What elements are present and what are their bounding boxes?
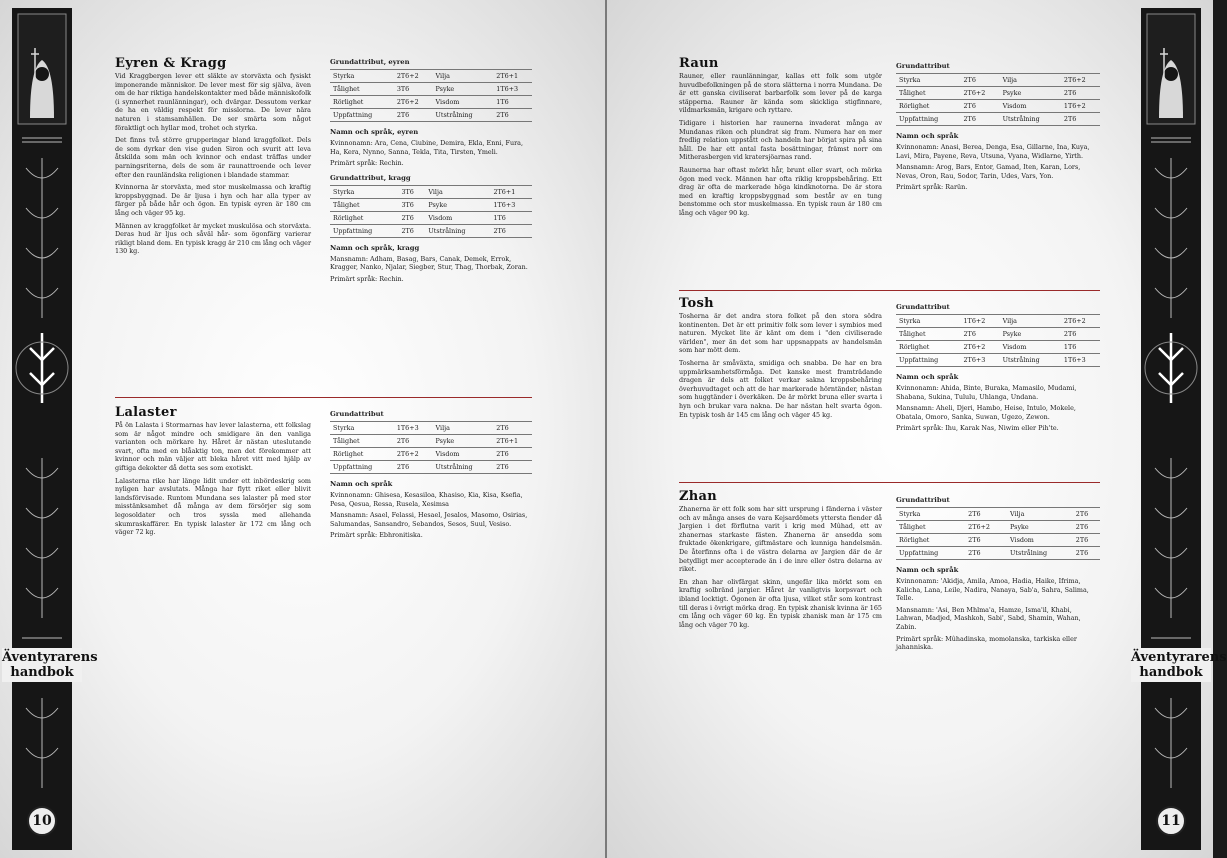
table-cell: 2T6+2 <box>1061 315 1100 328</box>
table-cell: Visdom <box>1000 341 1061 354</box>
table-cell: Psyke <box>433 435 494 448</box>
table-cell: 1T6 <box>1061 341 1100 354</box>
table-cell: 2T6 <box>960 328 999 341</box>
paragraph: En zhan har olivfärgat skinn, ungefär lika mörkt som en kraftig solbränd jargier. Håret är vanligtvis korpsvart och ibland locktigt. Ögonen är ofta ljusa, vilket står som kontrast till deras i övrigt mörka drag. En typisk zhanisk kvinna är 165 cm lång och väger 60 kg. En typisk zhanisk man är 175 cm lång och väger 70 kg. <box>679 577 882 629</box>
table-cell: Vilja <box>1000 74 1061 87</box>
table-cell: Vilja <box>1007 508 1073 521</box>
names-heading: Namn och språk <box>896 373 959 381</box>
section-title: Zhan <box>679 489 718 504</box>
paragraph: Det finns två större grupperingar bland kraggfolket. Dels de som dyrkar den vise guden Siron och svurit att leva åtskilda som män och kvinnor och endast träffas under parningsriterna, dels de som är raunattroende och lever efter den raunländska religionen i blandade stammar. <box>115 136 311 179</box>
attributes-table <box>896 73 1100 126</box>
attributes-table <box>330 69 532 122</box>
names-text: Mansnamn: Arog, Bars, Entor, Gamad, Iten, Karan, Lors, Nevas, Oron, Rau, Sodor, Tarin, Udes, Vars, Yon. <box>896 163 1081 180</box>
table-cell: 2T6 <box>493 448 532 461</box>
language-text: Primärt språk: Rechin. <box>330 159 404 168</box>
table-cell: Utstrålning <box>433 109 494 122</box>
attributes-heading: Grundattribut, kragg <box>330 173 411 182</box>
language-text: Primärt språk: Rarün. <box>896 183 968 192</box>
table-row <box>330 96 532 109</box>
table-row <box>330 83 532 96</box>
attributes-heading: Grundattribut <box>896 62 950 70</box>
names-heading: Namn och språk <box>896 566 959 574</box>
table-row <box>896 508 1100 521</box>
table-row <box>896 100 1100 113</box>
table-cell: Vilja <box>425 185 490 198</box>
table-row <box>330 70 532 83</box>
table-row <box>330 224 532 237</box>
names-text: Mansnamn: 'Asi, Ben Mhlma'a, Hamze, Isma'il, Khabi, Lahwan, Madjed, Mashkoh, Sabi', Sabd, Shamin, Wahan, Zabin. <box>896 605 1081 631</box>
table-cell: 1T6 <box>493 96 532 109</box>
table-cell: 3T6 <box>398 198 425 211</box>
table-cell: Uppfattning <box>896 113 960 126</box>
table-cell: 2T6 <box>1073 508 1100 521</box>
eyren-kragg-stats <box>330 58 532 287</box>
table-row <box>896 547 1100 560</box>
table-cell: 2T6+2 <box>1061 74 1100 87</box>
table-cell: 2T6 <box>493 109 532 122</box>
table-cell: Tålighet <box>896 521 965 534</box>
table-cell: Utstrålning <box>1000 113 1061 126</box>
language-text: Primärt språk: Rechin. <box>330 274 404 283</box>
table-cell: Tålighet <box>330 435 394 448</box>
section-title: Tosh <box>679 296 714 311</box>
table-cell: 2T6 <box>965 508 1007 521</box>
table-cell: Visdom <box>1000 100 1061 113</box>
names-heading: Namn och språk <box>896 132 959 140</box>
table-cell: 2T6 <box>960 74 999 87</box>
table-row <box>896 113 1100 126</box>
table-cell: Styrka <box>330 185 398 198</box>
table-cell: Psyke <box>1000 328 1061 341</box>
section-title: Eyren & Kragg <box>115 56 227 71</box>
table-cell: Styrka <box>896 508 965 521</box>
table-cell: 2T6 <box>960 113 999 126</box>
table-cell: 3T6 <box>398 185 425 198</box>
table-cell: 2T6+2 <box>960 341 999 354</box>
names-text: Mansnamn: Asael, Felassi, Hesael, Jesalos, Masomo, Osirias, Salumandas, Sansandro, Sebandos, Sesos, Suul, Vesiso. <box>330 511 528 528</box>
table-cell: 2T6 <box>398 224 425 237</box>
paragraph: Rauner, eller raunlänningar, kallas ett folk som utgör huvudbefolkningen på de stora slätterna i norra Mundana. De är ett ganska civiliserat barbarfolk som lever på de karga stäpperna. Rauner är kända som skickliga stigfinnare, vildmarksmän, krigare och ryttare. <box>679 72 882 115</box>
table-cell: Uppfattning <box>330 109 394 122</box>
tosh-stats <box>896 303 1100 436</box>
section-divider <box>679 290 1100 291</box>
left-decorative-pillar <box>6 8 78 850</box>
table-row <box>896 534 1100 547</box>
table-cell: Visdom <box>433 448 494 461</box>
table-cell: Tålighet <box>330 83 394 96</box>
table-row <box>896 87 1100 100</box>
table-cell: 2T6 <box>1073 547 1100 560</box>
names-heading: Namn och språk, kragg <box>330 243 420 252</box>
raun-stats <box>896 62 1100 195</box>
table-cell: 2T6 <box>1061 113 1100 126</box>
table-row <box>896 328 1100 341</box>
table-row <box>896 341 1100 354</box>
table-cell: 2T6 <box>398 211 425 224</box>
table-cell: 2T6+2 <box>394 70 433 83</box>
paragraph: Vid Kraggbergen lever ett släkte av storväxta och fysiskt imponerande människor. De lever mest för sig själva, även om de har riktiga handelskontakter med både människofolk (i synnerhet raunlänningar), och dvärgar. Dessutom verkar de ha en väldig respekt för misslorna. De lever nära naturen i stamsamhällen. De ser smärta som något föraktligt och hyllar mod, trohet och styrka. <box>115 72 311 132</box>
pillar-ornament-icon <box>6 8 78 850</box>
raun-section <box>679 56 882 222</box>
paragraph: Kvinnorna är storväxta, med stor muskelmassa och kraftig kroppsbyggnad. De är ljusa i hyn och har alla typer av färger på både hår och ögon. En typisk eyren är 180 cm lång och väger 95 kg. <box>115 183 311 217</box>
table-cell: Vilja <box>1000 315 1061 328</box>
table-cell: 2T6 <box>394 435 433 448</box>
table-row <box>330 109 532 122</box>
table-cell: 1T6+3 <box>493 83 532 96</box>
table-cell: 2T6+2 <box>394 96 433 109</box>
language-text: Primärt språk: Ihu, Karak Nas, Niwim eller Pih'te. <box>896 424 1059 433</box>
table-row <box>896 74 1100 87</box>
side-title: Äventyrarens handbok <box>1131 650 1227 680</box>
table-row <box>330 448 532 461</box>
table-cell: Visdom <box>433 96 494 109</box>
names-heading: Namn och språk <box>330 480 393 488</box>
table-cell: 1T6+3 <box>490 198 532 211</box>
table-cell: 3T6 <box>394 83 433 96</box>
table-cell: 1T6+3 <box>394 422 433 435</box>
table-cell: Rörlighet <box>896 534 965 547</box>
table-row <box>896 354 1100 367</box>
section-title: Raun <box>679 56 719 71</box>
left-page <box>0 0 606 858</box>
table-cell: 2T6 <box>965 547 1007 560</box>
table-cell: Vilja <box>433 70 494 83</box>
table-cell: Utstrålning <box>425 224 490 237</box>
paragraph: Männen av kraggfolket är mycket muskulösa och storväxta. Deras hud är ljus och såväl hår- som ögonfärg varierar rikligt bland dem. En typisk kragg är 210 cm lång och väger 130 kg. <box>115 221 311 256</box>
table-cell: Uppfattning <box>896 547 965 560</box>
lalaster-section <box>115 405 311 541</box>
table-cell: Vilja <box>433 422 494 435</box>
section-divider <box>115 397 532 398</box>
table-cell: 2T6 <box>490 224 532 237</box>
table-cell: 2T6 <box>1073 534 1100 547</box>
table-cell: Tålighet <box>330 198 398 211</box>
table-row <box>330 422 532 435</box>
table-cell: Psyke <box>1000 87 1061 100</box>
table-cell: 1T6 <box>490 211 532 224</box>
table-cell: 2T6+2 <box>960 87 999 100</box>
names-text: Mansnamn: Adham, Basag, Bars, Canak, Demek, Errok, Kragger, Nanko, Njalar, Siegber, Stur, Thag, Thorbak, Zoran. <box>330 254 528 272</box>
table-cell: 2T6 <box>1061 328 1100 341</box>
table-row <box>330 185 532 198</box>
table-cell: Visdom <box>1007 534 1073 547</box>
table-cell: Styrka <box>896 74 960 87</box>
zhan-section <box>679 489 882 633</box>
table-cell: Utstrålning <box>433 461 494 474</box>
table-cell: 2T6+3 <box>960 354 999 367</box>
table-cell: 2T6 <box>1061 87 1100 100</box>
pillar-ornament-icon <box>1135 8 1207 850</box>
table-cell: Styrka <box>896 315 960 328</box>
table-row <box>896 315 1100 328</box>
table-cell: Utstrålning <box>1000 354 1061 367</box>
table-cell: 2T6+1 <box>493 70 532 83</box>
paragraph: På ön Lalasta i Stormarnas hav lever lalasterna, ett folkslag som är något mindre och smidigare än den vanliga varianten och mörkare hy. Håret är nästan uteslutande svart, ofta med en blåaktig ton, men det förekommer att kvinnor och män väljer att bleka håret vitt med hjälp av giftiga dekokter då detta ses som exotiskt. <box>115 421 311 472</box>
attributes-heading: Grundattribut <box>896 496 950 504</box>
attributes-table <box>330 421 532 474</box>
paragraph: Tosherna är det andra stora folket på den stora södra kontinenten. Det är ett primitiv folk som lever i symbios med naturen. Mycket lite är känt om dem i "den civiliserade världen", mer än det som har uppsnappats av handelsmän som har mött dem. <box>679 312 882 355</box>
attributes-table <box>330 185 532 238</box>
attributes-table <box>896 507 1100 560</box>
table-cell: Uppfattning <box>896 354 960 367</box>
table-cell: 1T6+3 <box>1061 354 1100 367</box>
lalaster-stats <box>330 410 532 543</box>
names-text: Kvinnonamn: Anasi, Berea, Denga, Esa, Gillarne, Ina, Kuya, Lavi, Mira, Payene, Reva, Utsuna, Vyana, Widlarne, Yirth. <box>896 143 1090 160</box>
table-cell: Utstrålning <box>1007 547 1073 560</box>
language-text: Primärt språk: Ebhronitiska. <box>330 531 423 540</box>
table-cell: Styrka <box>330 70 394 83</box>
table-cell: 2T6+1 <box>490 185 532 198</box>
paragraph: Lalasterna rike har länge lidit under ett inbördeskrig som nyligen har avslutats. Många har flytt riket eller blivit landsförvisade. Runtom Mundana ses lalaster på med stor misstänksamhet då många av dem försörjer sig som legosoldater och tros syssla med allehanda skumraskaffärer. En typisk lalaster är 172 cm lång och väger 72 kg. <box>115 476 311 537</box>
names-text: Mansnamn: Aheli, Djeri, Hambo, Heise, Intulo, Mokele, Obatala, Omoro, Sanka, Suwan, Ugezo, Zewon. <box>896 404 1076 421</box>
names-heading: Namn och språk, eyren <box>330 128 419 136</box>
table-row <box>330 198 532 211</box>
table-cell: 2T6 <box>493 422 532 435</box>
table-cell: Psyke <box>1007 521 1073 534</box>
language-text: Primärt språk: Mûhadinska, momolanska, tarkiska eller jahanniska. <box>896 634 1077 652</box>
section-title: Lalaster <box>115 405 177 420</box>
table-row <box>330 435 532 448</box>
table-row <box>330 461 532 474</box>
attributes-heading: Grundattribut, eyren <box>330 58 410 66</box>
names-text: Kvinnonamn: 'Akidja, Amila, Amoa, Hadia, Haike, Ifrima, Kalicha, Lana, Leile, Nadira, Nanaya, Sab'a, Sahra, Salima, Telle. <box>896 577 1089 603</box>
names-text: Kvinnonamn: Ghisesa, Kesasiloa, Khasiso, Kia, Kisa, Ksefia, Pesa, Qesua, Ressa, Rusela, Xesimsa <box>330 491 523 508</box>
zhan-stats <box>896 496 1100 655</box>
table-cell: 2T6 <box>493 461 532 474</box>
table-cell: 2T6+2 <box>965 521 1007 534</box>
table-row <box>330 211 532 224</box>
tosh-section <box>679 296 882 423</box>
table-cell: Rörlighet <box>896 100 960 113</box>
side-title: Äventyrarens handbok <box>2 650 98 680</box>
eyren-kragg-section <box>115 56 311 260</box>
table-cell: Rörlighet <box>330 211 398 224</box>
table-cell: Rörlighet <box>330 448 394 461</box>
names-text: Kvinnonamn: Ara, Cena, Ciubine, Demira, Ekla, Enni, Fura, Ha, Kera, Nynno, Sanna, Tekla, Tita, Tirsten, Ymeli. <box>330 139 523 156</box>
table-cell: Uppfattning <box>330 461 394 474</box>
table-cell: 2T6 <box>394 461 433 474</box>
page-number: 10 <box>27 806 57 836</box>
table-row <box>896 521 1100 534</box>
attributes-heading: Grundattribut <box>330 410 384 418</box>
right-page <box>607 0 1227 858</box>
table-cell: 2T6+2 <box>394 448 433 461</box>
table-cell: Rörlighet <box>896 341 960 354</box>
page-number: 11 <box>1156 806 1186 836</box>
table-cell: 2T6 <box>394 109 433 122</box>
table-cell: 2T6 <box>965 534 1007 547</box>
table-cell: Rörlighet <box>330 96 394 109</box>
attributes-heading: Grundattribut <box>896 303 950 311</box>
paragraph: Raunerna har oftast mörkt hår, brunt eller svart, och mörka ögon med veck. Männen har ofta riklig kroppsbehåring. Ett drag är ofta de markerade höga kindknotorna. De är stora med en kraftig kroppsbyggnad som består av en tung benstomme och stor muskelmassa. En typisk raun är 180 cm lång och väger 90 kg. <box>679 165 882 217</box>
section-divider <box>679 482 1100 483</box>
paragraph: Zhanerna är ett folk som har sitt ursprung i fänderna i väster och av många anses de vara Kejsardömets yttersta fiender då Jargien i det förflutna varit i krig med Mûhad, ett av zhanernas starkaste fästen. Zhanerna är ansedda som fruktade ökenkrigare, giftmästare och kunniga handelsmän. De återfinns ofta i de västra delarna av Jargien där de är betydligt mer accepterade än i de inre eller östra delarna av riket. <box>679 505 882 574</box>
table-cell: Visdom <box>425 211 490 224</box>
table-cell: Styrka <box>330 422 394 435</box>
table-cell: 1T6+2 <box>960 315 999 328</box>
right-decorative-pillar <box>1135 8 1207 850</box>
paragraph: Tidigare i historien har raunerna invaderat många av Mundanas riken och plundrat sig fram. Numera har en mer fredlig relation uppstått och handeln har börjat spira på sina håll. De har ett antal fasta bosättningar, främst norr om Mitherasbergen vid kratersjöarnas rand. <box>679 118 882 162</box>
paragraph: Tosherna är småväxta, smidiga och snabba. De har en bra uppmärksamhetsförmåga. Det kanske mest framträdande dragen är dels att folket verkar sakna kroppsbehåring överhuvudtaget och att de har markerade hörntänder, nästan som huggtänder i överkäken. De är mörkt bruna eller svarta i hyn och brukar vara nakna. De har nästan helt svarta ögon. En typisk tosh är 145 cm lång och väger 45 kg. <box>679 358 882 419</box>
table-cell: 1T6+2 <box>1061 100 1100 113</box>
table-cell: Uppfattning <box>330 224 398 237</box>
names-text: Kvinnonamn: Ahida, Binte, Buraka, Mamasilo, Mudami, Shabana, Sukina, Tululu, Uhlanga, Undana. <box>896 384 1077 401</box>
table-cell: Psyke <box>425 198 490 211</box>
table-cell: 2T6 <box>960 100 999 113</box>
table-cell: 2T6 <box>1073 521 1100 534</box>
table-cell: Tålighet <box>896 87 960 100</box>
table-cell: Tålighet <box>896 328 960 341</box>
table-cell: 2T6+1 <box>493 435 532 448</box>
attributes-table <box>896 314 1100 367</box>
table-cell: Psyke <box>433 83 494 96</box>
